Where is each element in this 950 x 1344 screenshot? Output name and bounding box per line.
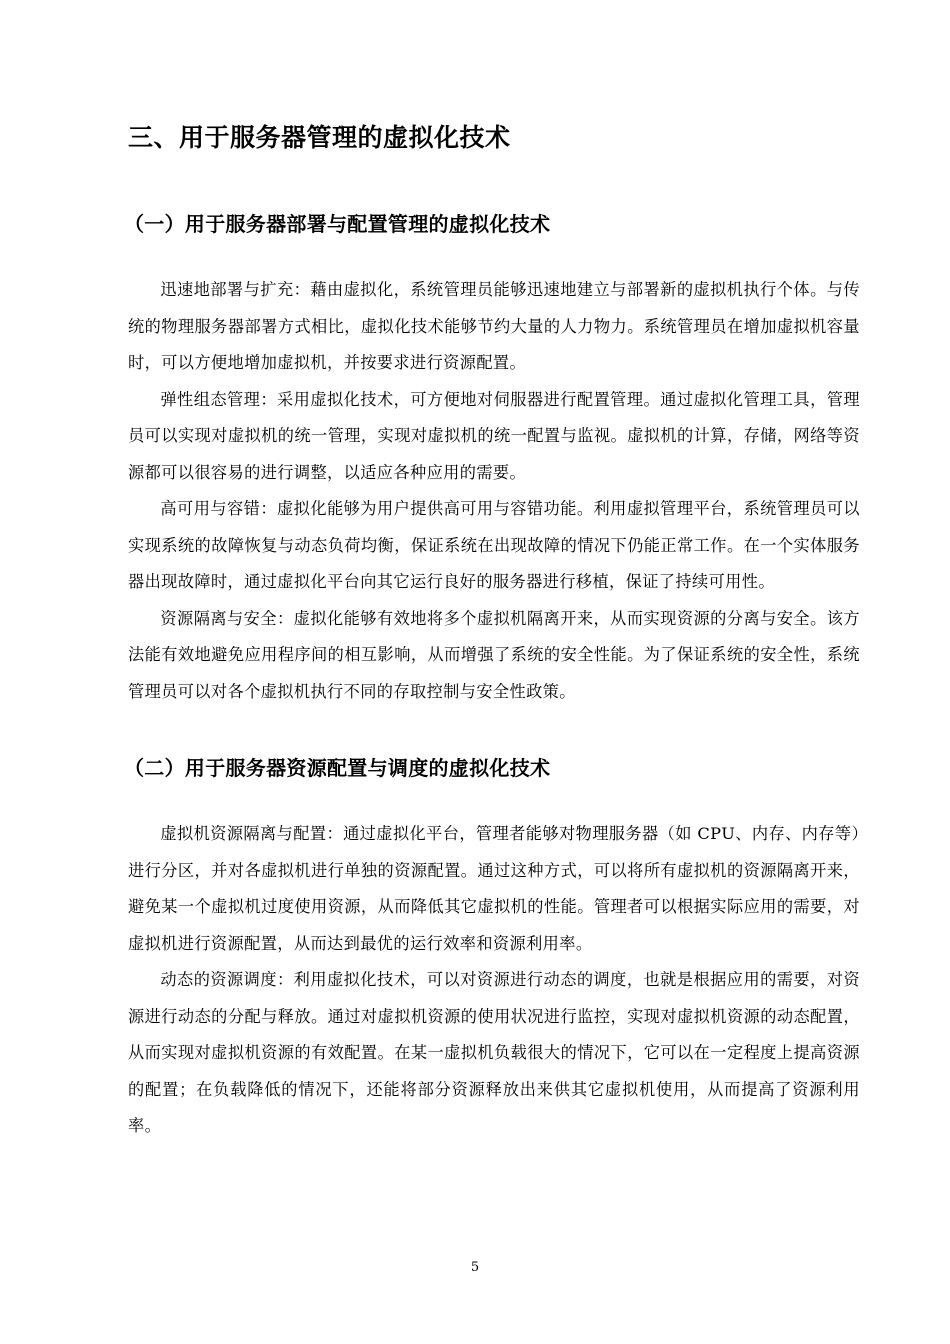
section-title: （二）用于服务器资源配置与调度的虚拟化技术 (124, 756, 551, 780)
paragraph: 资源隔离与安全：虚拟化能够有效地将多个虚拟机隔离开来，从而实现资源的分离与安全。该方法能有效地避免应用程序间的相互影响，从而增强了系统的安全性能。为了保证系统的安全性，系统管理员可以对各个虚拟机执行不同的存取控制与安全性政策。 (128, 608, 860, 701)
section-1 (124, 206, 860, 710)
paragraph: 虚拟机资源隔离与配置：通过虚拟化平台，管理者能够对物理服务器（如 CPU、内存、内存等）进行分区，并对各虚拟机进行单独的资源配置。通过这种方式，可以将所有虚拟机的资源隔离开来，避免某一个虚拟机过度使用资源，从而降低其它虚拟机的性能。管理者可以根据实际应用的需要，对虚拟机进行资源配置，从而达到最优的运行效率和资源利用率。 (128, 824, 860, 953)
paragraph: 迅速地部署与扩充：藉由虚拟化，系统管理员能够迅速地建立与部署新的虚拟机执行个体。与传统的物理服务器部署方式相比，虚拟化技术能够节约大量的人力物力。系统管理员在增加虚拟机容量时，可以方便地增加虚拟机，并按要求进行资源配置。 (128, 280, 860, 372)
section-title: （一）用于服务器部署与配置管理的虚拟化技术 (124, 212, 551, 236)
section-2 (124, 750, 860, 1145)
page-heading: 三、用于服务器管理的虚拟化技术 (128, 123, 511, 152)
paragraph: 动态的资源调度：利用虚拟化技术，可以对资源进行动态的调度，也就是根据应用的需要，对资源进行动态的分配与释放。通过对虚拟机资源的使用状况进行监控，实现对虚拟机资源的动态配置，从而实现对虚拟机资源的有效配置。在某一虚拟机负载很大的情况下，它可以在一定程度上提高资源的配置；在负载降低的情况下，还能将部分资源释放出来供其它虚拟机使用，从而提高了资源利用率。 (128, 970, 860, 1135)
page-number: 5 (470, 1260, 480, 1275)
page-content (124, 118, 860, 1145)
paragraph: 弹性组态管理：采用虚拟化技术，可方便地对伺服器进行配置管理。通过虚拟化管理工具，管理员可以实现对虚拟机的统一管理，实现对虚拟机的统一配置与监视。虚拟机的计算，存储，网络等资源都可以很容易的进行调整，以适应各种应用的需要。 (128, 389, 860, 482)
paragraph: 高可用与容错：虚拟化能够为用户提供高可用与容错功能。利用虚拟管理平台，系统管理员可以实现系统的故障恢复与动态负荷均衡，保证系统在出现故障的情况下仍能正常工作。在一个实体服务器出现故障时，通过虚拟化平台向其它运行良好的服务器进行移植，保证了持续可用性。 (128, 499, 860, 591)
